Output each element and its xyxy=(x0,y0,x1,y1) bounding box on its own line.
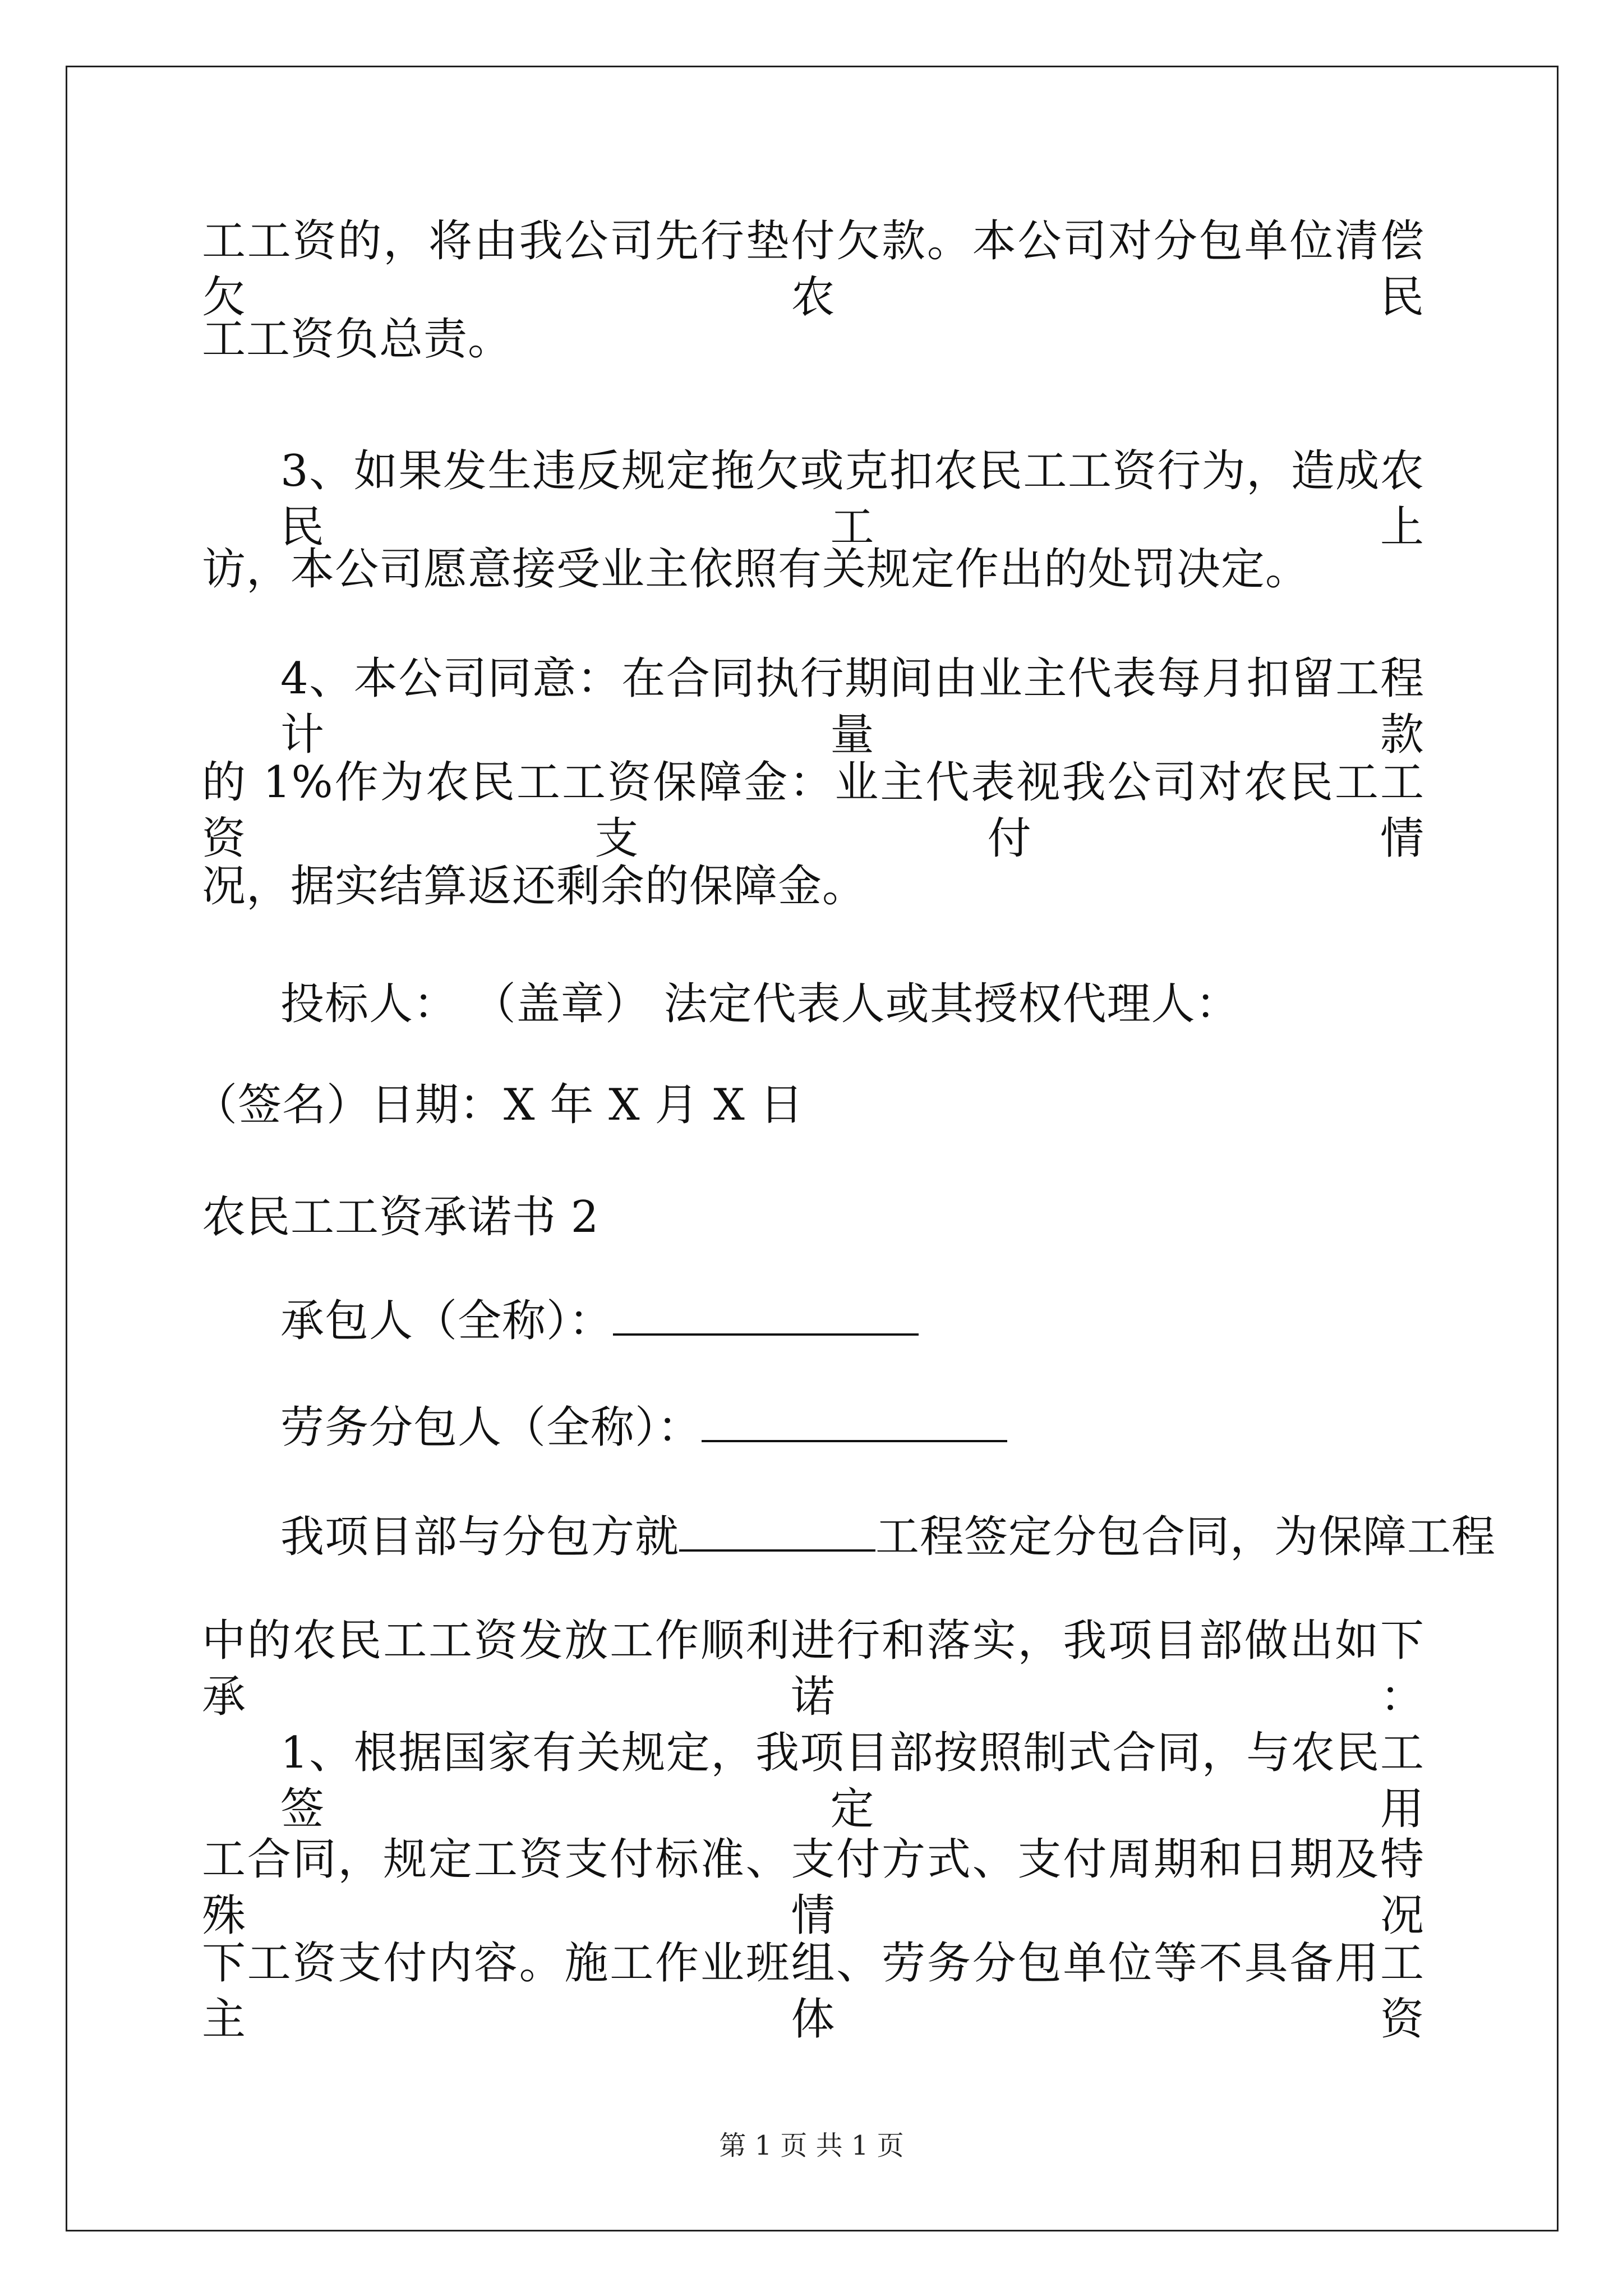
body-line: 1、根据国家有关规定，我项目部按照制式合同，与农民工签定用 xyxy=(280,1728,1424,1834)
body-line: 的 1%作为农民工工资保障金：业主代表视我公司对农民工工资支付情 xyxy=(202,757,1424,864)
subcontractor-label: 劳务分包人（全称）： xyxy=(280,1402,702,1453)
page-footer: 第 1 页 共 1 页 xyxy=(719,2130,904,2161)
subcontractor-blank xyxy=(702,1401,1007,1442)
section-title: 农民工工资承诺书 2 xyxy=(202,1192,600,1243)
body-line: 工工资的，将由我公司先行垫付欠款。本公司对分包单位清偿欠农民 xyxy=(202,216,1424,323)
body-line: 中的农民工工资发放工作顺利进行和落实，我项目部做出如下承诺： xyxy=(202,1616,1424,1722)
project-line-end: 工程签定分包合同，为保障工程 xyxy=(875,1512,1496,1562)
body-line: 工合同，规定工资支付标准、支付方式、支付周期和日期及特殊情况 xyxy=(202,1834,1424,1941)
signature-date-line: （签名）日期：X 年 X 月 X 日 xyxy=(193,1080,804,1130)
body-line: 访，本公司愿意接受业主依照有关规定作出的处罚决定。 xyxy=(202,544,1310,595)
body-line: 况，据实结算返还剩余的保障金。 xyxy=(202,861,867,912)
contractor-label: 承包人（全称）： xyxy=(280,1296,614,1346)
project-blank xyxy=(679,1510,875,1552)
body-line: 工工资负总责。 xyxy=(202,314,513,365)
body-line: 下工资支付内容。施工作业班组、劳务分包单位等不具备用工主体资 xyxy=(202,1938,1424,2045)
body-line: 3、如果发生违反规定拖欠或克扣农民工工资行为，造成农民工上 xyxy=(280,446,1424,553)
subcontractor-line xyxy=(280,1400,1007,1456)
contractor-line xyxy=(280,1293,919,1349)
project-line-start: 我项目部与分包方就 xyxy=(280,1512,680,1562)
contractor-blank xyxy=(613,1294,919,1336)
body-line: 4、本公司同意：在合同执行期间由业主代表每月扣留工程计量款 xyxy=(280,654,1424,760)
project-line xyxy=(280,1509,1496,1565)
bidder-signature-line: 投标人： （盖章） 法定代表人或其授权代理人： xyxy=(280,979,1240,1029)
